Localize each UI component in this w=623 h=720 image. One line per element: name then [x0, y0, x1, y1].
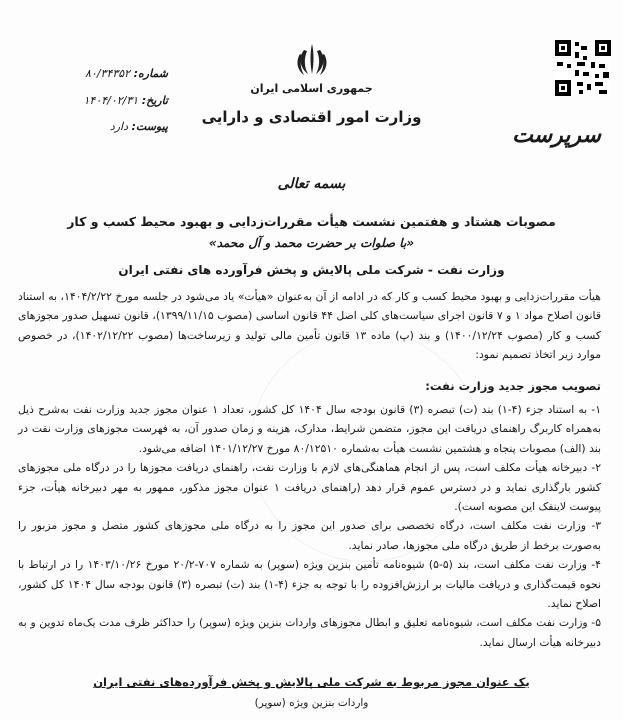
letter-date-value: ۱۴۰۴/۰۲/۳۱	[83, 94, 139, 107]
resolution-item-2: ۲- دبیرخانه هیأت مکلف است، پس از انجام هماهنگی‌های لازم با وزارت نفت، راهنمای دریافت مجوزها را در درگاه ملی مجوزهای کشور بارگذاری نماید و در دسترس عموم قرار دهد (راهنمای دریافت ۱ عنوان مجوز مذکور، ممهور به مهر دبیرخانه هیأت، جزء پیوست لاینفک این مصوبه است).	[18, 461, 601, 514]
letter-date	[18, 94, 168, 107]
letter-number-label: شماره:	[133, 67, 168, 80]
letter-number-value: ۸۰/۳۴۳۵۲	[85, 67, 131, 80]
resolution-item-4: ۴- وزارت نفت مکلف است، بند (۵-۵) شیوه‌نامه تأمین بنزین ویژه (سوپر) به شماره ۷۰۷-۲۰/۲ مورخ ۱۴۰۳/۱۰/۲۶ را در ارتباط با نحوه قیمت‌گذاری و دریافت مالیات بر ارزش‌افزوده را با توجه به جزء (۴-۱) بند (ت) تبصره (۳) قانون بودجه سال ۱۴۰۴ کل کشور، اصلاح نماید.	[18, 558, 601, 611]
resolution-item-3: ۳- وزارت نفت مکلف است، درگاه تخصصی برای صدور این مجوز را به درگاه ملی مجوزهای کشور متصل و مجوز مزبور را به‌صورت برخط از طریق درگاه ملی مجوزها، صادر نماید.	[18, 519, 601, 552]
letter-attachment-label: پیوست:	[131, 120, 168, 133]
supervisor-seal-word: سرپرست	[512, 122, 601, 148]
section-title: تصویب مجوز جدید وزارت نفت:	[425, 379, 601, 393]
document-title: مصوبات هشتاد و هفتمین نشست هیأت مقررات‌زدایی و بهبود محیط کسب و کار	[67, 214, 556, 229]
resolution-items	[18, 400, 601, 652]
addressee: وزارت نفت - شرکت ملی پالایش و پخش فرآورده های نفتی ایران	[118, 263, 505, 277]
salawat-line: «با صلوات بر حضرت محمد و آل محمد»	[208, 236, 415, 250]
resolution-item-5: ۵- وزارت نفت مکلف است، شیوه‌نامه تعلیق و ابطال مجوزهای واردات بنزین ویژه (سوپر) را حداکثر ظرف مدت یک‌ماه تدوین و به دبیرخانه هیأت ارسال نماید.	[18, 616, 601, 649]
letter-date-label: تاریخ:	[141, 94, 168, 107]
ministry-name: وزارت امور اقتصادی و دارایی	[201, 108, 422, 126]
qr-code-icon	[555, 40, 611, 96]
resolution-item-1: ۱- به استناد جزء (۴-۱) بند (ت) تبصره (۳) قانون بودجه سال ۱۴۰۴ کل کشور، تعداد ۱ عنوان مجوز جدید وزارت نفت به‌شرح ذیل به‌همراه کاربرگ راهنمای دریافت این مجوز، متضمن شرایط، مدارک، هزینه و زمان صدور آن، به فهرست مجوزهای وزارت نفت در بند (الف) مصوبات پنجاه و هشتمین نشست هیأت به‌شماره ۸۰/۱۲۵۱۰ مورخ ۱۴۰۱/۱۲/۲۷ اضافه می‌شود.	[18, 403, 602, 455]
letter-number	[18, 67, 168, 80]
country-name: جمهوری اسلامی ایران	[250, 82, 373, 95]
intro-paragraph: هیأت مقررات‌زدایی و بهبود محیط کسب و کار که در ادامه از آن به‌عنوان «هیأت» یاد می‌شود در جلسه مورخ ۱۴۰۴/۲/۲۲، به استناد قانون اصلاح مواد ۱ و ۷ قانون اجرای سیاست‌های کلی اصل ۴۴ قانون اساسی (مصوب ۱۳۹۹/۱۱/۱۵)، قانون تسهیل صدور مجوزهای کسب و کار (مصوب ۱۴۰۰/۱۲/۲۴) و بند (پ) ماده ۱۳ قانون تأمین مالی تولید و زیرساخت‌ها (مصوب ۱۴۰۲/۱۲/۲۲)، در خصوص موارد زیر اتخاذ تصمیم نمود:	[18, 290, 602, 362]
basmala: بسمه تعالی	[277, 176, 346, 192]
letter-attachment-value: دارد	[109, 120, 129, 133]
attachment-subtitle: واردات بنزین ویژه (سوپر)	[254, 697, 369, 709]
attachment-title: یک عنوان مجوز مربوط به شرکت ملی پالایش و پخش فرآورده‌های نفتی ایران	[93, 675, 530, 689]
iran-emblem-icon	[292, 40, 332, 80]
